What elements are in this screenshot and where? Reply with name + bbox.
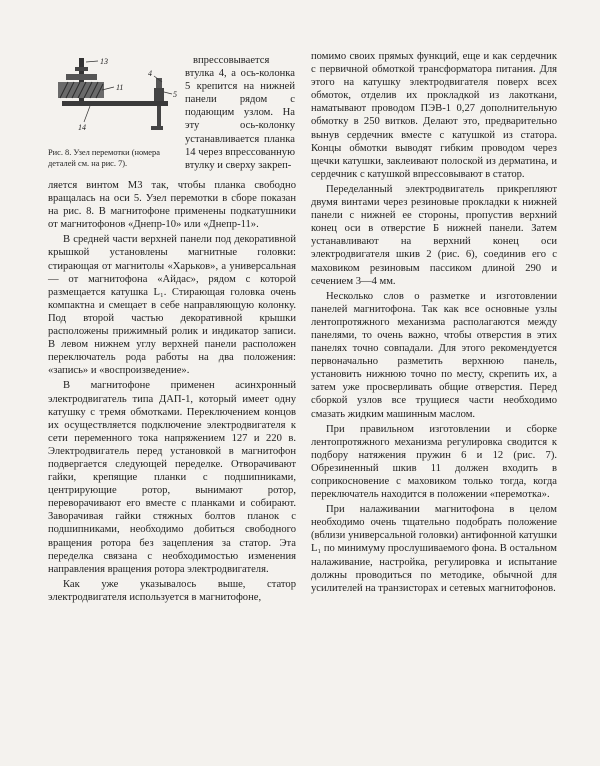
plate-14 xyxy=(62,101,168,106)
text-beside-figure-paragraph: впрессовывается втулка 4, а ось-колонка 5 крепится на нижней панели рядом с подающим узлом. На эту ось-колонку устанавливается планка 14 через впрессованную втулку и сверху закреп- xyxy=(185,55,295,171)
left-paragraph-2: В средней части верхней панели под декоративной крышкой установлены магнитные головки: стирающая от магнитолы «Харьков», а универсальная — от магнитофона «Айдас», рядом с которой размещается катушка L₁. Стирающая головка очень компактна и смещает в себе направляющую колонку. Под второй частью декоративной крышки расположены прижимный ролик и индикатор записи. В левом нижнем углу верхней панели расположен переключатель рода работы на два положения: «запись» и «воспроизведение». xyxy=(48,234,296,377)
right-column xyxy=(311,50,557,597)
left-paragraph-3: В магнитофоне применен асинхронный электродвигатель типа ДАП-1, который имеет одну катушку с тремя обмотками. Переключением концов их осуществляется подключение электродвигателя к сети переменного тока напряжением 127 и 220 в. Электродвигатель перед установкой в магнитофон подвергается следующей переделке. Отворачивают гайки, крепящие планки с подшипниками, центрирующие ротор, вынимают ротор, переворачивают его вместе с планками и собирают. Заворачивая гайки стяжных болтов планок с подшипниками, необходимо добиться свободного вращения ротора без зацепления за статор. Эта переделка связана с необходимостью изменения направления вращения ротора электродвигателя. xyxy=(48,380,296,575)
left-column xyxy=(48,179,296,606)
right-paragraph-2: Переделанный электродвигатель прикрепляют двумя винтами через резиновые прокладки к нижней панели с нижней ее стороны, пропустив верхний конец оси в отверстие Б нижней панели. Затем устанавливают на верхний конец оси электродвигателя шкив 2 (рис. 6), соединив его с маховиком резиновым пассиком длиной 290 и сечением 3—4 мм. xyxy=(311,183,557,287)
column-5 xyxy=(154,88,164,101)
column-5-base xyxy=(151,126,163,130)
rewind-assembly-drawing xyxy=(48,52,183,140)
right-paragraph-1: помимо своих прямых функций, еще и как сердечник с первичной обмоткой трансформатора питания. Для этого на катушку электродвигателя поверх всех обмоток, отделив их прокладкой из лакоткани, наматывают проводом ПЭВ-1 0,27 дополнительную обмотку в 250 витков. Делают это, предварительно вынув сердечник вместе с катушкой из статора. Концы обмотки выводят гибким проводом через щечки катушки, заклеивают полоской из дерматина, и сердечник с катушкой впрессовывают в статор. xyxy=(311,51,557,180)
label-5: 5 xyxy=(173,90,177,99)
left-paragraph-1: ляется винтом М3 так, чтобы планка свободно вращалась на оси 5. Узел перемотки в сборе показан на рис. 8. В магнитофоне применены подкатушники от магнитофонов «Днепр-10» или «Днепр-11». xyxy=(48,180,296,231)
right-paragraph-4: При правильном изготовлении и сборке лентопротяжного механизма регулировка сводится к подбору натяжения пружин 6 и 12 (рис. 7). Обрезиненный шкив 11 должен входить в соприкосновение с маховиком только тогда, когда переключатель находится в положении «перемотка». xyxy=(311,423,557,501)
upper-disc xyxy=(66,74,97,80)
figure-caption: Рис. 8. Узел перемотки (номера деталей см. на рис. 7). xyxy=(48,148,160,168)
figure-rewind-assembly xyxy=(48,52,183,140)
right-paragraph-5: При налаживании магнитофона в целом необходимо очень тщательно подобрать положение (вблизи универсальной головки) антифонной катушки L₁ по минимуму прослушиваемого фона. В остальном налаживание, настройка, регулировка и испытание должны проводиться по методике, обычной для усилителей на транзисторах и сетевых магнитофонов. xyxy=(311,504,557,594)
label-14: 14 xyxy=(78,123,86,132)
column-5-stem xyxy=(157,106,161,126)
right-paragraph-3: Несколько слов о разметке и изготовлении панелей магнитофона. Так как все основные узлы лентопротяжного механизма располагаются между панелями, то очень важно, чтобы отверстия в этих панелях точно совпадали. Для этого рекомендуется первоначально разметить верхнюю панель, установить нижнюю точно по месту, скрепить их, а затем уже просверливать общие отверстия. Перед сборкой узлов все трущиеся части необходимо смазать жидким машинным маслом. xyxy=(311,290,557,420)
left-paragraph-4: Как уже указывалось выше, статор электродвигателя используется в магнитофоне, xyxy=(48,578,296,603)
label-4: 4 xyxy=(148,69,152,78)
text-beside-figure xyxy=(185,54,295,172)
label-11: 11 xyxy=(116,83,124,92)
label-13: 13 xyxy=(100,57,108,66)
spindle-collar xyxy=(75,67,88,71)
